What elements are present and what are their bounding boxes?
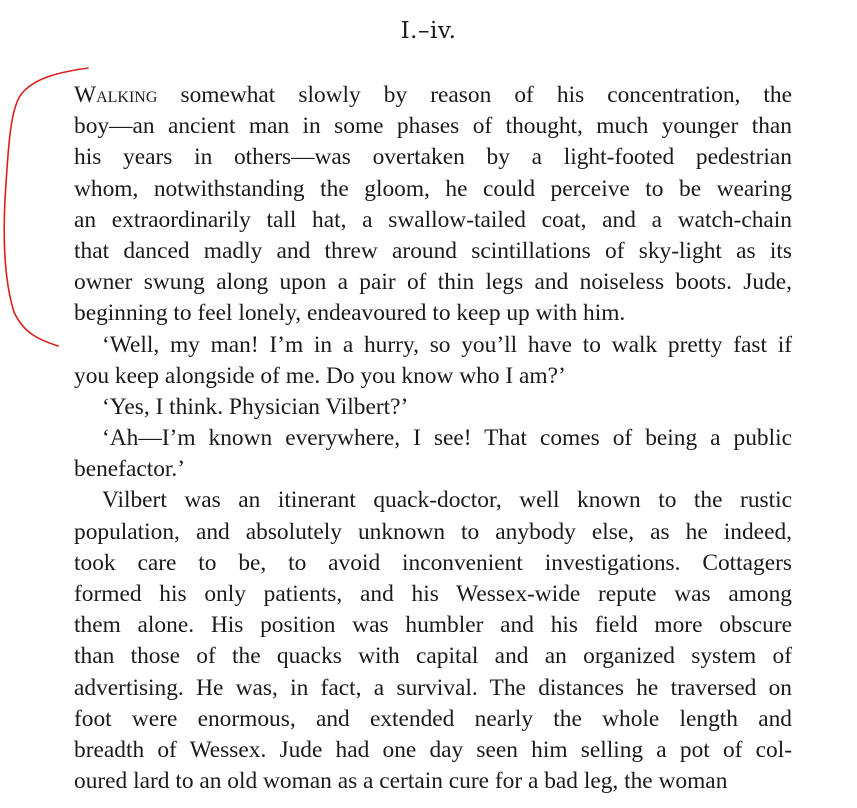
text-line	[74, 236, 792, 267]
opening-word: Walking	[74, 82, 158, 108]
text-line	[74, 704, 792, 735]
text-line	[74, 517, 792, 548]
paragraph	[74, 330, 792, 392]
line-text: boy—an ancient man in some phases of thought, much younger than	[74, 113, 792, 140]
text-line	[74, 298, 792, 329]
line-text: breadth of Wessex. Jude had one day seen him selling a pot of col-	[74, 736, 792, 763]
line-text: an extraordinarily tall hat, a swallow-tailed coat, and a watch-chain	[74, 206, 792, 233]
line-text: Vilbert was an itinerant quack-doctor, well known to the rustic	[102, 487, 792, 514]
line-text: beginning to feel lonely, endeavoured to keep up with him.	[74, 300, 626, 327]
line-text: ‘Ah—I’m known everywhere, I see! That comes of being a public	[102, 425, 792, 452]
text-line	[74, 111, 792, 142]
text-line	[74, 610, 792, 641]
line-text: that danced madly and threw around scintillations of sky-light as its	[74, 237, 792, 264]
line-text: took care to be, to avoid inconvenient investigations. Cottagers	[74, 549, 792, 576]
text-line	[74, 392, 792, 423]
line-text: his years in others—was overtaken by a light-footed pedestrian	[74, 144, 792, 171]
paragraph	[74, 80, 792, 330]
line-text: population, and absolutely unknown to anybody else, as he indeed,	[74, 518, 792, 545]
line-text: whom, notwithstanding the gloom, he could perceive to be wearing	[74, 175, 792, 202]
line-text: somewhat slowly by reason of his concentration, the	[157, 82, 792, 108]
line-text: owner swung along upon a pair of thin legs and noiseless boots. Jude,	[74, 269, 792, 296]
line-text: ‘Yes, I think. Physician Vilbert?’	[102, 393, 409, 420]
paragraph	[74, 392, 792, 423]
line-text: advertising. He was, in fact, a survival. The distances he traversed on	[74, 674, 792, 701]
text-line	[74, 485, 792, 516]
line-text: foot were enormous, and extended nearly the whole length and	[74, 705, 792, 732]
text-line	[74, 142, 792, 173]
text-line	[74, 330, 792, 361]
text-line	[74, 361, 792, 392]
text-line	[74, 735, 792, 766]
paragraph	[74, 485, 792, 797]
text-line	[74, 766, 792, 797]
line-text: them alone. His position was humbler and his field more obscure	[74, 612, 792, 639]
text-line	[74, 174, 792, 205]
body-text	[74, 80, 792, 797]
paragraph	[74, 423, 792, 485]
text-line	[74, 673, 792, 704]
line-text: ‘Well, my man! I’m in a hurry, so you’ll have to walk pretty fast if	[102, 331, 792, 358]
text-line	[74, 454, 792, 485]
text-line	[74, 548, 792, 579]
text-line	[74, 423, 792, 454]
line-text: oured lard to an old woman as a certain cure for a bad leg, the woman	[74, 768, 728, 795]
text-line	[74, 641, 792, 672]
text-line	[74, 205, 792, 236]
line-text: formed his only patients, and his Wessex-wide repute was among	[74, 581, 792, 607]
text-line	[74, 579, 792, 610]
text-line	[74, 267, 792, 298]
page-heading: I.–iv.	[400, 18, 457, 44]
line-text: than those of the quacks with capital and an organized system of	[74, 643, 792, 670]
line-text: benefactor.’	[74, 456, 186, 483]
text-line	[74, 80, 792, 111]
line-text: you keep alongside of me. Do you know who I am?’	[74, 362, 566, 389]
